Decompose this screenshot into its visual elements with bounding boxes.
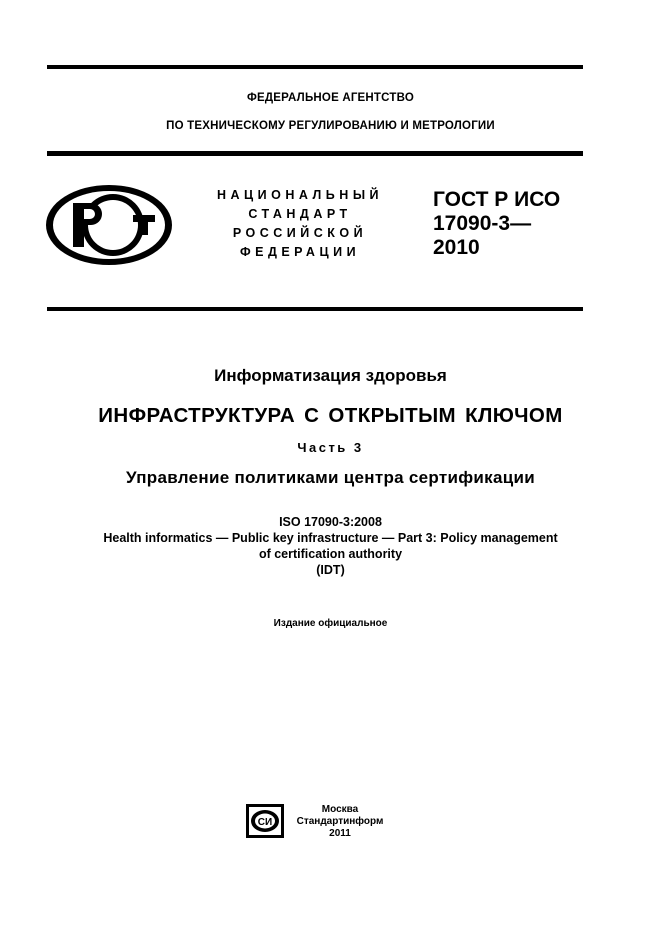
agency-line-2: ПО ТЕХНИЧЕСКОМУ РЕГУЛИРОВАНИЮ И МЕТРОЛОГИИ — [166, 120, 495, 132]
agency-line-1: ФЕДЕРАЛЬНОЕ АГЕНТСТВО — [247, 92, 414, 104]
standard-type — [210, 186, 390, 262]
svg-text:СИ: СИ — [257, 817, 273, 828]
standard-number — [433, 188, 560, 260]
publisher-block — [292, 804, 388, 840]
header-rule — [47, 151, 583, 156]
iso-title-line-2: of certification authority — [258, 547, 403, 561]
iso-block — [0, 514, 661, 578]
standartinform-logo-icon — [246, 804, 284, 838]
iso-title-line-1: Health informatics — Public key infrastructure — Part 3: Policy management — [103, 531, 558, 545]
title-line-4: Управление политиками центра сертификации — [125, 468, 535, 487]
standard-number-line-1: ГОСТ Р ИСО — [433, 188, 561, 211]
standard-type-line-4: ФЕДЕРАЦИИ — [239, 245, 361, 259]
publisher-name: Стандартинформ — [296, 816, 384, 827]
standard-rule — [47, 307, 583, 311]
publisher-city: Москва — [321, 804, 359, 815]
title-line-1: Информатизация здоровья — [214, 366, 447, 385]
standard-number-line-3: 2010 — [433, 236, 480, 259]
edition-label: Издание официальное — [273, 618, 388, 629]
title-line-2: ИНФРАСТРУКТУРА С ОТКРЫТЫМ КЛЮЧОМ — [98, 404, 563, 427]
rst-mark-icon — [43, 183, 175, 267]
iso-idt: (IDT) — [316, 563, 345, 577]
standard-number-line-2: 17090-3— — [433, 212, 532, 235]
top-rule — [47, 65, 583, 69]
publisher-year: 2011 — [329, 828, 351, 839]
iso-number: ISO 17090-3:2008 — [279, 515, 382, 529]
standard-type-line-2: СТАНДАРТ — [248, 207, 352, 221]
title-part: Часть 3 — [297, 440, 364, 455]
standard-type-line-1: НАЦИОНАЛЬНЫЙ — [216, 188, 384, 202]
standard-type-line-3: РОССИЙСКОЙ — [232, 226, 368, 240]
